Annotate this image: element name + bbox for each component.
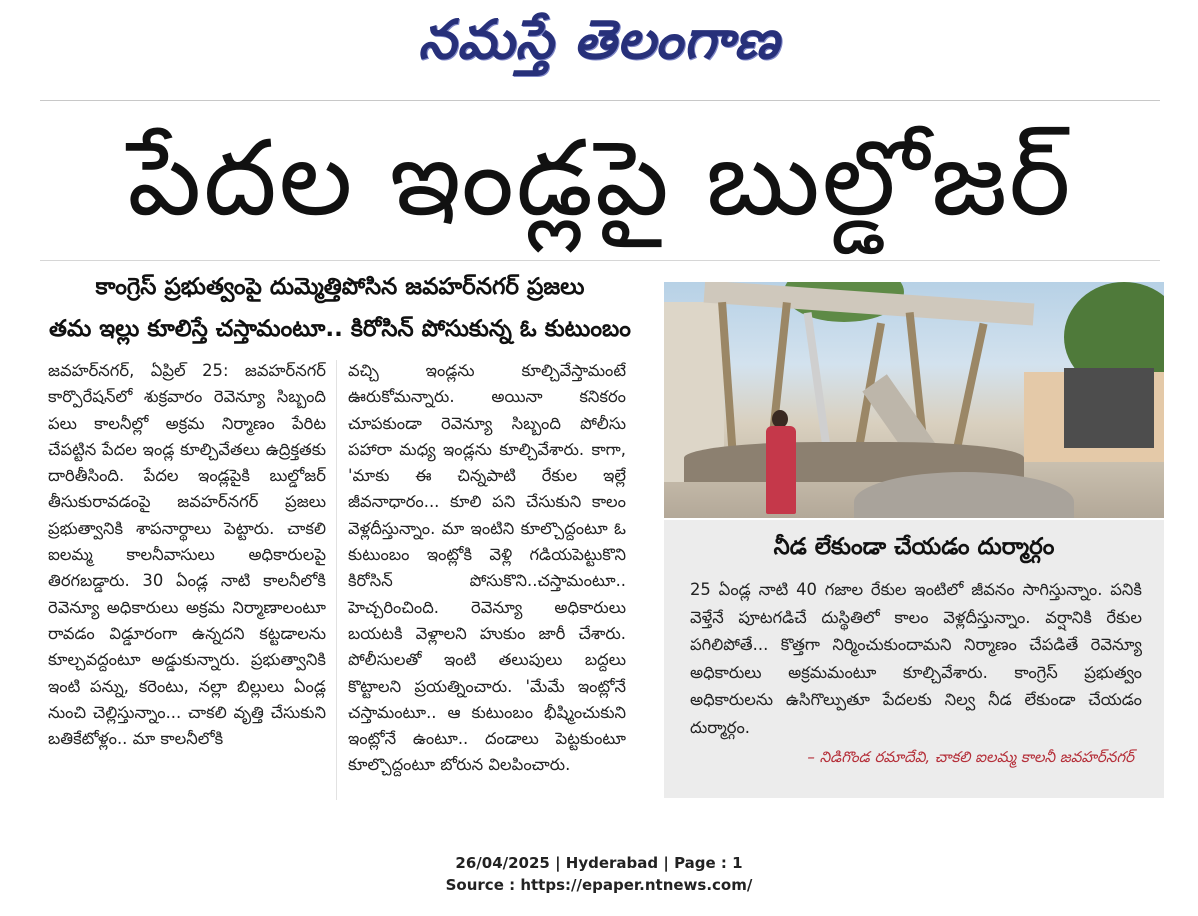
masthead-divider — [40, 100, 1160, 101]
article-subheadline-2: తమ ఇల్లు కూలిస్తే చస్తామంటూ.. కిరోసిన్ పోసుకున్న ఓ కుటుంబం — [49, 316, 631, 342]
article-column-1: జవహర్‌నగర్, ఏప్రిల్ 25: జవహర్‌నగర్ కార్పొరేషన్‌లో శుక్రవారం రెవెన్యూ సిబ్బంది పలు కాలనీల్లో అక్రమ నిర్మాణం పేరిట చేపట్టిన పేదల ఇండ్ల కూల్చివేతలు ఉద్రిక్తతకు దారితీసింది. పేదల ఇండ్లపైకి బుల్డోజర్ తీసుకురావడంపై జవహర్‌నగర్ ప్రజలు ప్రభుత్వానికి శాపనార్థాలు పెట్టారు. చాకలి ఐలమ్మ కాలనీవాసులు అధికారులపై తిరగబడ్డారు. 30 ఏండ్ల నాటి కాలనీలోకి రెవెన్యూ అధికారులు అక్రమ నిర్మాణాలంటూ రావడం విడ్డూరంగా ఉన్నదని కట్టడాలను కూల్చవద్దంటూ అడ్డుకున్నారు. ప్రభుత్వానికి ఇంటి పన్ను, కరెంటు, నల్లా బిల్లులు ఏండ్ల నుంచి చెల్లిస్తున్నాం... చాకలి వృత్తి చేసుకుని బతికేటోళ్లం.. మా కాలనీలోకి — [48, 361, 326, 749]
quote-title: నీడ లేకుండా చేయడం దుర్మార్గం — [773, 534, 1055, 560]
footer-date-line: 26/04/2025 | Hyderabad | Page : 1 — [455, 854, 743, 872]
quote-signature: – నిడిగొండ రమాదేవి, చాకలి ఐలమ్మ కాలనీ జవహర్‌నగర్ — [807, 748, 1134, 766]
photo-person — [766, 426, 796, 514]
newspaper-masthead: నమస్తే తెలంగాణ — [418, 8, 780, 71]
article-subheadline-1: కాంగ్రెస్ ప్రభుత్వంపై దుమ్మెత్తిపోసిన జవహర్‌నగర్ ప్రజలు — [95, 274, 585, 300]
quote-box — [664, 520, 1164, 798]
footer-source-line[interactable]: Source : https://epaper.ntnews.com/ — [445, 876, 753, 894]
quote-body: 25 ఏండ్ల నాటి 40 గజాల రేకుల ఇంటిలో జీవనం సాగిస్తున్నాం. పనికి వెళ్తేనే పూటగడిచే దుస్థితిలో కాలం వెళ్లదీస్తున్నాం. వర్షానికి రేకుల పగిలిపోతే... కొత్తగా నిర్మించుకుందామని నిర్మాణం చేపడితే రెవెన్యూ అధికారులు అక్రమమంటూ కూల్చివేశారు. కాంగ్రెస్ ప్రభుత్వం అధికారులను ఉసిగొల్పుతూ పేదలకు నిల్వ నీడ లేకుండా చేయడం దుర్మార్గం. — [690, 580, 1142, 737]
article-column-2: వచ్చి ఇండ్లను కూల్చివేస్తామంటే ఊరుకోమన్నారు. అయినా కనికరం చూపకుండా రెవెన్యూ సిబ్బంది పోలీసు పహారా మధ్య ఇండ్లను కూల్చివేశారు. కాగా, 'మాకు ఈ చిన్నపాటి రేకుల ఇల్లే జీవనాధారం... కూలి పని చేసుకుని కాలం వెళ్లదీస్తున్నాం. మా ఇంటిని కూల్చొద్దంటూ ఓ కుటుంబం ఇంట్లోకి వెళ్లి గడియపెట్టుకొని కిరోసిన్ పోసుకొని..చస్తామంటూ.. హెచ్చరించింది. రెవెన్యూ అధికారులు బయటకి వెళ్లాలని హుకుం జారీ చేశారు. పోలీసులతో ఇంటి తలుపులు బద్దలు కొట్టాలని ప్రయత్నించారు. 'మేమే ఇంట్లోనే చస్తామంటూ.. ఆ కుటుంబం భీష్మించుకుని ఇంట్లోనే ఉంటూ.. దండాలు పెట్టకుంటూ కూల్చొద్దంటూ బోరున విలపించారు. — [348, 361, 626, 775]
column-divider — [336, 360, 337, 800]
article-headline: పేదల ఇండ్లపై బుల్డోజర్ — [127, 117, 1073, 239]
photo-pole — [804, 312, 833, 462]
headline-divider — [40, 260, 1160, 261]
photo-gate — [1064, 368, 1154, 448]
demolished-house-photo — [664, 282, 1164, 518]
